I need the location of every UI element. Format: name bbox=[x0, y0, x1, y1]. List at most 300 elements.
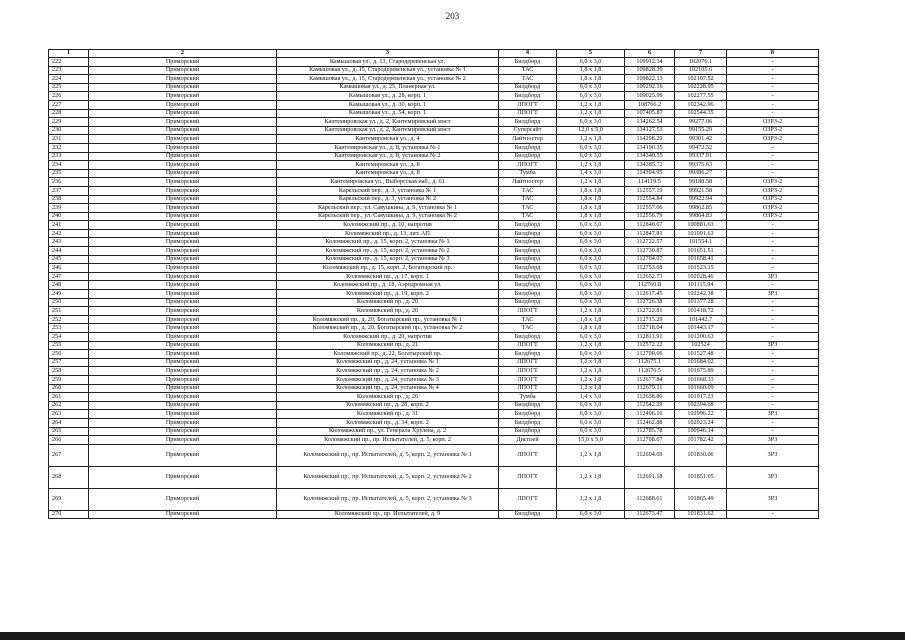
table-row bbox=[49, 444, 819, 466]
structure-type-cell: ЛПОГТ bbox=[499, 358, 557, 367]
table-row bbox=[49, 109, 819, 118]
structure-type-cell: Билдборд bbox=[499, 143, 557, 152]
row-number: 225 bbox=[49, 83, 89, 92]
structure-type-cell: Билдборд bbox=[499, 83, 557, 92]
coordinate-x-cell: 112557.06 bbox=[625, 204, 675, 213]
table-row bbox=[49, 247, 819, 256]
coordinate-x-cell: 109025.99 bbox=[625, 92, 675, 101]
size-cell: 1,2 х 1,8 bbox=[557, 444, 625, 466]
size-cell: 1,2 х 1,8 bbox=[557, 488, 625, 510]
coordinate-x-cell: 112760.8 bbox=[625, 281, 675, 290]
zone-cell: - bbox=[727, 229, 819, 238]
size-cell: 6,0 х 3,0 bbox=[557, 152, 625, 161]
size-cell: 6,0 х 3,0 bbox=[557, 427, 625, 436]
coordinate-x-cell: 112715.29 bbox=[625, 315, 675, 324]
row-number: 258 bbox=[49, 367, 89, 376]
column-header: 8 bbox=[727, 50, 819, 58]
address-cell: Коломяжский пр., ул. Генерала Хрулева, д. 2 bbox=[277, 427, 499, 436]
size-cell: 6,0 х 3,0 bbox=[557, 143, 625, 152]
table-row bbox=[49, 393, 819, 402]
district-cell: Приморский bbox=[89, 229, 277, 238]
zone-cell: ОЗРЗ-2 bbox=[727, 118, 819, 127]
coordinate-y-cell: 99921.58 bbox=[675, 186, 727, 195]
size-cell: 1,2 х 1,8 bbox=[557, 307, 625, 316]
coordinate-y-cell: 99862.85 bbox=[675, 204, 727, 213]
coordinate-x-cell: 112811.91 bbox=[625, 333, 675, 342]
coordinate-x-cell: 112700.66 bbox=[625, 350, 675, 359]
coordinate-x-cell: 112679.11 bbox=[625, 384, 675, 393]
address-cell: Коломяжский пр., д. 26 bbox=[277, 393, 499, 402]
row-number: 227 bbox=[49, 100, 89, 109]
district-cell: Приморский bbox=[89, 66, 277, 75]
coordinate-x-cell: 112557.19 bbox=[625, 186, 675, 195]
address-cell: Кантемировская ул., Выборгская наб., д. 61 bbox=[277, 178, 499, 187]
address-cell: Карельский пер., ул. Савушкина, д. 9, установка № 1 bbox=[277, 204, 499, 213]
district-cell: Приморский bbox=[89, 143, 277, 152]
coordinate-y-cell: 101865.49 bbox=[675, 488, 727, 510]
row-number: 268 bbox=[49, 466, 89, 488]
table-row bbox=[49, 169, 819, 178]
row-number: 252 bbox=[49, 315, 89, 324]
size-cell: 1,8 х 1,8 bbox=[557, 75, 625, 84]
district-cell: Приморский bbox=[89, 118, 277, 127]
address-cell: Кантемировская ул., д. 2, Кантемировский мост bbox=[277, 126, 499, 135]
zone-cell: - bbox=[727, 298, 819, 307]
coordinate-y-cell: 102076.1 bbox=[675, 58, 727, 67]
table-row bbox=[49, 341, 819, 350]
zone-cell: - bbox=[727, 281, 819, 290]
structure-type-cell: Билдборд bbox=[499, 229, 557, 238]
zone-cell: ЗРЗ bbox=[727, 290, 819, 299]
coordinate-x-cell: 112676.5 bbox=[625, 367, 675, 376]
zone-cell: ЗРЗ bbox=[727, 466, 819, 488]
coordinate-y-cell: 102394.68 bbox=[675, 401, 727, 410]
table-row bbox=[49, 410, 819, 419]
size-cell: 6,0 х 3,0 bbox=[557, 118, 625, 127]
row-number: 243 bbox=[49, 238, 89, 247]
coordinate-x-cell: 114119.5 bbox=[625, 178, 675, 187]
structure-type-cell: ТАС bbox=[499, 315, 557, 324]
district-cell: Приморский bbox=[89, 290, 277, 299]
size-cell: 6,0 х 3,0 bbox=[557, 298, 625, 307]
size-cell: 6,0 х 3,0 bbox=[557, 58, 625, 67]
structure-type-cell: ЛПОГТ bbox=[499, 488, 557, 510]
address-cell: Коломяжский пр., д. 15, корп. 2, установка № 2 bbox=[277, 247, 499, 256]
address-cell: Коломяжский пр., пр. Испытателей, д. 5, корп. 2, установка № 3 bbox=[277, 488, 499, 510]
address-cell: Кантемировская ул., д. 4 bbox=[277, 135, 499, 144]
district-cell: Приморский bbox=[89, 410, 277, 419]
structure-type-cell: Билдборд bbox=[499, 264, 557, 273]
structure-type-cell: Билдборд bbox=[499, 247, 557, 256]
structure-type-cell: ТАС bbox=[499, 324, 557, 333]
zone-cell: - bbox=[727, 324, 819, 333]
district-cell: Приморский bbox=[89, 75, 277, 84]
row-number: 259 bbox=[49, 375, 89, 384]
coordinate-y-cell: 102277.55 bbox=[675, 92, 727, 101]
structure-type-cell: ЛПОГТ bbox=[499, 109, 557, 118]
table-row bbox=[49, 161, 819, 170]
row-number: 251 bbox=[49, 307, 89, 316]
row-number: 244 bbox=[49, 247, 89, 256]
district-cell: Приморский bbox=[89, 466, 277, 488]
coordinate-x-cell: 112572.22 bbox=[625, 341, 675, 350]
size-cell: 1,8 х 1,8 bbox=[557, 204, 625, 213]
zone-cell: - bbox=[727, 510, 819, 519]
table-row bbox=[49, 333, 819, 342]
district-cell: Приморский bbox=[89, 307, 277, 316]
size-cell: 15,0 х 5,0 bbox=[557, 436, 625, 445]
structure-type-cell: Билдборд bbox=[499, 221, 557, 230]
address-cell: Коломяжский пр., д. 20, напротив bbox=[277, 333, 499, 342]
coordinate-y-cell: 100946.14 bbox=[675, 427, 727, 436]
table-row bbox=[49, 264, 819, 273]
district-cell: Приморский bbox=[89, 238, 277, 247]
coordinate-x-cell: 109912.34 bbox=[625, 58, 675, 67]
district-cell: Приморский bbox=[89, 83, 277, 92]
coordinate-x-cell: 109828.39 bbox=[625, 66, 675, 75]
table-row bbox=[49, 92, 819, 101]
coordinate-x-cell: 112677.84 bbox=[625, 375, 675, 384]
address-cell: Камышовая ул., д. 30, корп. 1 bbox=[277, 100, 499, 109]
zone-cell: ЗРЗ bbox=[727, 272, 819, 281]
address-cell: Коломяжский пр., д. 22, Богатырский пр. bbox=[277, 350, 499, 359]
structure-type-cell: Билдборд bbox=[499, 152, 557, 161]
coordinate-y-cell: 99301.42 bbox=[675, 135, 727, 144]
coordinate-y-cell: 101651.51 bbox=[675, 247, 727, 256]
coordinate-x-cell: 112785.78 bbox=[625, 427, 675, 436]
zone-cell: ОЗРЗ-2 bbox=[727, 212, 819, 221]
row-number: 261 bbox=[49, 393, 89, 402]
zone-cell: - bbox=[727, 384, 819, 393]
district-cell: Приморский bbox=[89, 298, 277, 307]
scan-edge bbox=[0, 632, 905, 640]
coordinate-x-cell: 112704.07 bbox=[625, 255, 675, 264]
address-cell: Коломяжский пр., пр. Испытателей, д. 9 bbox=[277, 510, 499, 519]
row-number: 257 bbox=[49, 358, 89, 367]
row-number: 247 bbox=[49, 272, 89, 281]
zone-cell: - bbox=[727, 109, 819, 118]
address-cell: Кантемировская ул., д. 2, Кантемировский мост bbox=[277, 118, 499, 127]
address-cell: Коломяжский пр., д. 31 bbox=[277, 410, 499, 419]
zone-cell: - bbox=[727, 83, 819, 92]
structure-type-cell: Билдборд bbox=[499, 410, 557, 419]
structure-type-cell: Билдборд bbox=[499, 427, 557, 436]
address-cell: Коломяжский пр., д. 17, корп. 1 bbox=[277, 272, 499, 281]
zone-cell: ОЗРЗ-2 bbox=[727, 126, 819, 135]
district-cell: Приморский bbox=[89, 315, 277, 324]
size-cell: 1,8 х 1,8 bbox=[557, 195, 625, 204]
row-number: 249 bbox=[49, 290, 89, 299]
address-cell: Коломяжский пр., д. 20, Богатырский пр., установка № 1 bbox=[277, 315, 499, 324]
district-cell: Приморский bbox=[89, 350, 277, 359]
column-header: 5 bbox=[557, 50, 625, 58]
size-cell: 6,0 х 3,0 bbox=[557, 255, 625, 264]
table-row bbox=[49, 384, 819, 393]
coordinate-x-cell: 112691.18 bbox=[625, 466, 675, 488]
district-cell: Приморский bbox=[89, 221, 277, 230]
zone-cell: - bbox=[727, 238, 819, 247]
district-cell: Приморский bbox=[89, 418, 277, 427]
size-cell: 6,0 х 3,0 bbox=[557, 264, 625, 273]
coordinate-y-cell: 99337.91 bbox=[675, 152, 727, 161]
district-cell: Приморский bbox=[89, 247, 277, 256]
coordinate-y-cell: 102107.52 bbox=[675, 75, 727, 84]
structure-type-cell: Суперсайт bbox=[499, 126, 557, 135]
table-row bbox=[49, 221, 819, 230]
coordinate-x-cell: 112708.67 bbox=[625, 436, 675, 445]
zone-cell: - bbox=[727, 427, 819, 436]
address-cell: Карельский пер., ул. Савушкина, д. 9, установка № 2 bbox=[277, 212, 499, 221]
size-cell: 1,2 х 1,8 bbox=[557, 135, 625, 144]
row-number: 260 bbox=[49, 384, 89, 393]
zone-cell: - bbox=[727, 100, 819, 109]
structure-type-cell: ЛПОГТ bbox=[499, 466, 557, 488]
row-number: 254 bbox=[49, 333, 89, 342]
district-cell: Приморский bbox=[89, 510, 277, 519]
coordinate-x-cell: 112726.38 bbox=[625, 298, 675, 307]
structure-type-cell: ТАС bbox=[499, 75, 557, 84]
coordinate-x-cell: 112542.29 bbox=[625, 401, 675, 410]
zone-cell: ОЗРЗ-2 bbox=[727, 186, 819, 195]
zone-cell: - bbox=[727, 247, 819, 256]
table-row bbox=[49, 204, 819, 213]
coordinate-x-cell: 112496.16 bbox=[625, 410, 675, 419]
district-cell: Приморский bbox=[89, 272, 277, 281]
district-cell: Приморский bbox=[89, 427, 277, 436]
coordinate-y-cell: 102996.22 bbox=[675, 410, 727, 419]
table-row bbox=[49, 298, 819, 307]
table-row bbox=[49, 178, 819, 187]
table-row bbox=[49, 510, 819, 519]
column-header: 6 bbox=[625, 50, 675, 58]
address-cell: Коломяжский пр., д. 24, установка № 1 bbox=[277, 358, 499, 367]
coordinate-x-cell: 134262.54 bbox=[625, 118, 675, 127]
zone-cell: ЗРЗ bbox=[727, 444, 819, 466]
district-cell: Приморский bbox=[89, 281, 277, 290]
table-row bbox=[49, 436, 819, 445]
address-cell: Камышовая ул., д. 54, корп. 1 bbox=[277, 109, 499, 118]
size-cell: 1,2 х 1,8 bbox=[557, 100, 625, 109]
address-cell: Камышовая ул., д. 28, корп. 1 bbox=[277, 92, 499, 101]
size-cell: 6,0 х 3,0 bbox=[557, 510, 625, 519]
district-cell: Приморский bbox=[89, 341, 277, 350]
size-cell: 6,0 х 3,0 bbox=[557, 238, 625, 247]
zone-cell: ОЗРЗ-2 bbox=[727, 195, 819, 204]
address-cell: Коломяжский пр., д. 20 bbox=[277, 307, 499, 316]
table-row bbox=[49, 143, 819, 152]
coordinate-y-cell: 101091.63 bbox=[675, 229, 727, 238]
address-cell: Коломяжский пр., д. 15, корп. 2, установка № 1 bbox=[277, 238, 499, 247]
row-number: 224 bbox=[49, 75, 89, 84]
district-cell: Приморский bbox=[89, 100, 277, 109]
zone-cell: ЗРЗ bbox=[727, 488, 819, 510]
table-row bbox=[49, 195, 819, 204]
table-row bbox=[49, 315, 819, 324]
row-number: 246 bbox=[49, 264, 89, 273]
size-cell: 6,0 х 3,0 bbox=[557, 221, 625, 230]
column-header: 3 bbox=[277, 50, 499, 58]
size-cell: 1,8 х 1,8 bbox=[557, 315, 625, 324]
size-cell: 1,2 х 1,8 bbox=[557, 466, 625, 488]
row-number: 248 bbox=[49, 281, 89, 290]
size-cell: 6,0 х 3,0 bbox=[557, 92, 625, 101]
coordinate-y-cell: 101554.1 bbox=[675, 238, 727, 247]
district-cell: Приморский bbox=[89, 204, 277, 213]
district-cell: Приморский bbox=[89, 178, 277, 187]
coordinate-x-cell: 112556.79 bbox=[625, 212, 675, 221]
district-cell: Приморский bbox=[89, 358, 277, 367]
coordinate-y-cell: 102544.35 bbox=[675, 109, 727, 118]
zone-cell: - bbox=[727, 58, 819, 67]
coordinate-x-cell: 107405.87 bbox=[625, 109, 675, 118]
size-cell: 12,0 х 5,0 bbox=[557, 126, 625, 135]
zone-cell: - bbox=[727, 333, 819, 342]
size-cell: 1,8 х 1,8 bbox=[557, 186, 625, 195]
row-number: 229 bbox=[49, 118, 89, 127]
size-cell: 6,0 х 3,0 bbox=[557, 290, 625, 299]
coordinate-y-cell: 101782.42 bbox=[675, 436, 727, 445]
table-row bbox=[49, 212, 819, 221]
address-cell: Коломяжский пр., пр. Испытателей, д. 5, корп. 2 bbox=[277, 436, 499, 445]
district-cell: Приморский bbox=[89, 324, 277, 333]
coordinate-x-cell: 112730.87 bbox=[625, 247, 675, 256]
district-cell: Приморский bbox=[89, 393, 277, 402]
coordinate-x-cell: 112688.61 bbox=[625, 488, 675, 510]
coordinate-y-cell: 101377.28 bbox=[675, 298, 727, 307]
zone-cell: - bbox=[727, 152, 819, 161]
size-cell: 1,4 х 3,0 bbox=[557, 169, 625, 178]
address-cell: Камышовая ул., д. 25, Планерная ул. bbox=[277, 83, 499, 92]
table-body bbox=[49, 58, 819, 519]
table-row bbox=[49, 83, 819, 92]
coordinate-y-cell: 101443.17 bbox=[675, 324, 727, 333]
coordinate-x-cell: 112652.73 bbox=[625, 272, 675, 281]
structure-type-cell: Билдборд bbox=[499, 510, 557, 519]
district-cell: Приморский bbox=[89, 58, 277, 67]
address-cell: Коломяжский пр., пр. Испытателей, д. 5, корп. 2, установка № 2 bbox=[277, 466, 499, 488]
coordinate-y-cell: 99188.58 bbox=[675, 178, 727, 187]
zone-cell: - bbox=[727, 221, 819, 230]
table-row bbox=[49, 307, 819, 316]
coordinate-x-cell: 114394.95 bbox=[625, 169, 675, 178]
zone-cell: - bbox=[727, 161, 819, 170]
row-number: 223 bbox=[49, 66, 89, 75]
structure-type-cell: ЛПОГТ bbox=[499, 375, 557, 384]
row-number: 232 bbox=[49, 143, 89, 152]
row-number: 264 bbox=[49, 418, 89, 427]
coordinate-x-cell: 112753.68 bbox=[625, 264, 675, 273]
coordinate-y-cell: 101200.63 bbox=[675, 333, 727, 342]
coordinate-y-cell: 99375.63 bbox=[675, 161, 727, 170]
zone-cell: - bbox=[727, 143, 819, 152]
address-cell: Коломяжский пр., д. 21 bbox=[277, 341, 499, 350]
address-cell: Коломяжский пр., пр. Испытателей, д. 5, корп. 2, установка № 1 bbox=[277, 444, 499, 466]
table-row bbox=[49, 229, 819, 238]
coordinate-y-cell: 102923.24 bbox=[675, 418, 727, 427]
table-row bbox=[49, 466, 819, 488]
row-number: 269 bbox=[49, 488, 89, 510]
row-number: 265 bbox=[49, 427, 89, 436]
coordinate-x-cell: 134385.72 bbox=[625, 161, 675, 170]
coordinate-x-cell: 112718.04 bbox=[625, 324, 675, 333]
structure-type-cell: Билдборд bbox=[499, 58, 557, 67]
zone-cell: - bbox=[727, 169, 819, 178]
address-cell: Коломяжский пр., д. 20, Богатырский пр., установка № 2 bbox=[277, 324, 499, 333]
district-cell: Приморский bbox=[89, 152, 277, 161]
table-row bbox=[49, 238, 819, 247]
district-cell: Приморский bbox=[89, 488, 277, 510]
address-cell: Камышовая ул., д. 15, Стародеревенская ул., установка № 1 bbox=[277, 66, 499, 75]
size-cell: 1,2 х 1,8 bbox=[557, 109, 625, 118]
row-number: 256 bbox=[49, 350, 89, 359]
structure-type-cell: Диспэей bbox=[499, 436, 557, 445]
structure-type-cell: ЛПОГТ bbox=[499, 367, 557, 376]
address-cell: Камышовая ул., д. 15, Стародеревенская ул., установка № 2 bbox=[277, 75, 499, 84]
size-cell: 1,2 х 1,8 bbox=[557, 367, 625, 376]
structure-type-cell: Тумба bbox=[499, 169, 557, 178]
structure-type-cell: Билдборд bbox=[499, 350, 557, 359]
row-number: 242 bbox=[49, 229, 89, 238]
structure-type-cell: ЛПОГТ bbox=[499, 100, 557, 109]
size-cell: 1,8 х 1,8 bbox=[557, 324, 625, 333]
zone-cell: ЗРЗ bbox=[727, 341, 819, 350]
page-number: 203 bbox=[445, 11, 460, 21]
structure-type-cell: ЛПОГТ bbox=[499, 307, 557, 316]
row-number: 253 bbox=[49, 324, 89, 333]
row-number: 230 bbox=[49, 126, 89, 135]
zone-cell: - bbox=[727, 255, 819, 264]
address-cell: Кантемировская ул., д. 8 bbox=[277, 161, 499, 170]
zone-cell: ОЗРЗ-2 bbox=[727, 204, 819, 213]
address-cell: Карельский пер., д. 3, установка № 2 bbox=[277, 195, 499, 204]
size-cell: 1,8 х 1,8 bbox=[557, 66, 625, 75]
row-number: 250 bbox=[49, 298, 89, 307]
coordinate-y-cell: 101115.94 bbox=[675, 281, 727, 290]
zone-cell: - bbox=[727, 264, 819, 273]
structure-type-cell: ЛПОГТ bbox=[499, 341, 557, 350]
row-number: 222 bbox=[49, 58, 89, 67]
address-cell: Камышовая ул., д. 13, Стародеревенская ул. bbox=[277, 58, 499, 67]
structure-type-cell: Билдборд bbox=[499, 281, 557, 290]
coordinate-x-cell: 112673.47 bbox=[625, 510, 675, 519]
zone-cell: - bbox=[727, 367, 819, 376]
district-cell: Приморский bbox=[89, 333, 277, 342]
table-row bbox=[49, 281, 819, 290]
column-header: 4 bbox=[499, 50, 557, 58]
table-row bbox=[49, 100, 819, 109]
table-row bbox=[49, 135, 819, 144]
coordinate-y-cell: 99472.52 bbox=[675, 143, 727, 152]
coordinate-y-cell: 101527.48 bbox=[675, 350, 727, 359]
district-cell: Приморский bbox=[89, 126, 277, 135]
row-number: 234 bbox=[49, 161, 89, 170]
address-cell: Коломяжский пр., д. 15, корп. 2, установка № 3 bbox=[277, 255, 499, 264]
structure-type-cell: ЛПОГТ bbox=[499, 161, 557, 170]
coordinate-y-cell: 101830.06 bbox=[675, 444, 727, 466]
structure-type-cell: Билдборд bbox=[499, 118, 557, 127]
table-row bbox=[49, 58, 819, 67]
district-cell: Приморский bbox=[89, 264, 277, 273]
row-number: 255 bbox=[49, 341, 89, 350]
zone-cell: - bbox=[727, 92, 819, 101]
district-cell: Приморский bbox=[89, 161, 277, 170]
coordinate-y-cell: 101675.89 bbox=[675, 367, 727, 376]
structure-type-cell: ТАС bbox=[499, 186, 557, 195]
row-number: 228 bbox=[49, 109, 89, 118]
address-cell: Карельский пер., д. 3, установка № 1 bbox=[277, 186, 499, 195]
row-number: 266 bbox=[49, 436, 89, 445]
address-cell: Коломяжский пр., д. 18, Аэродромная ул. bbox=[277, 281, 499, 290]
